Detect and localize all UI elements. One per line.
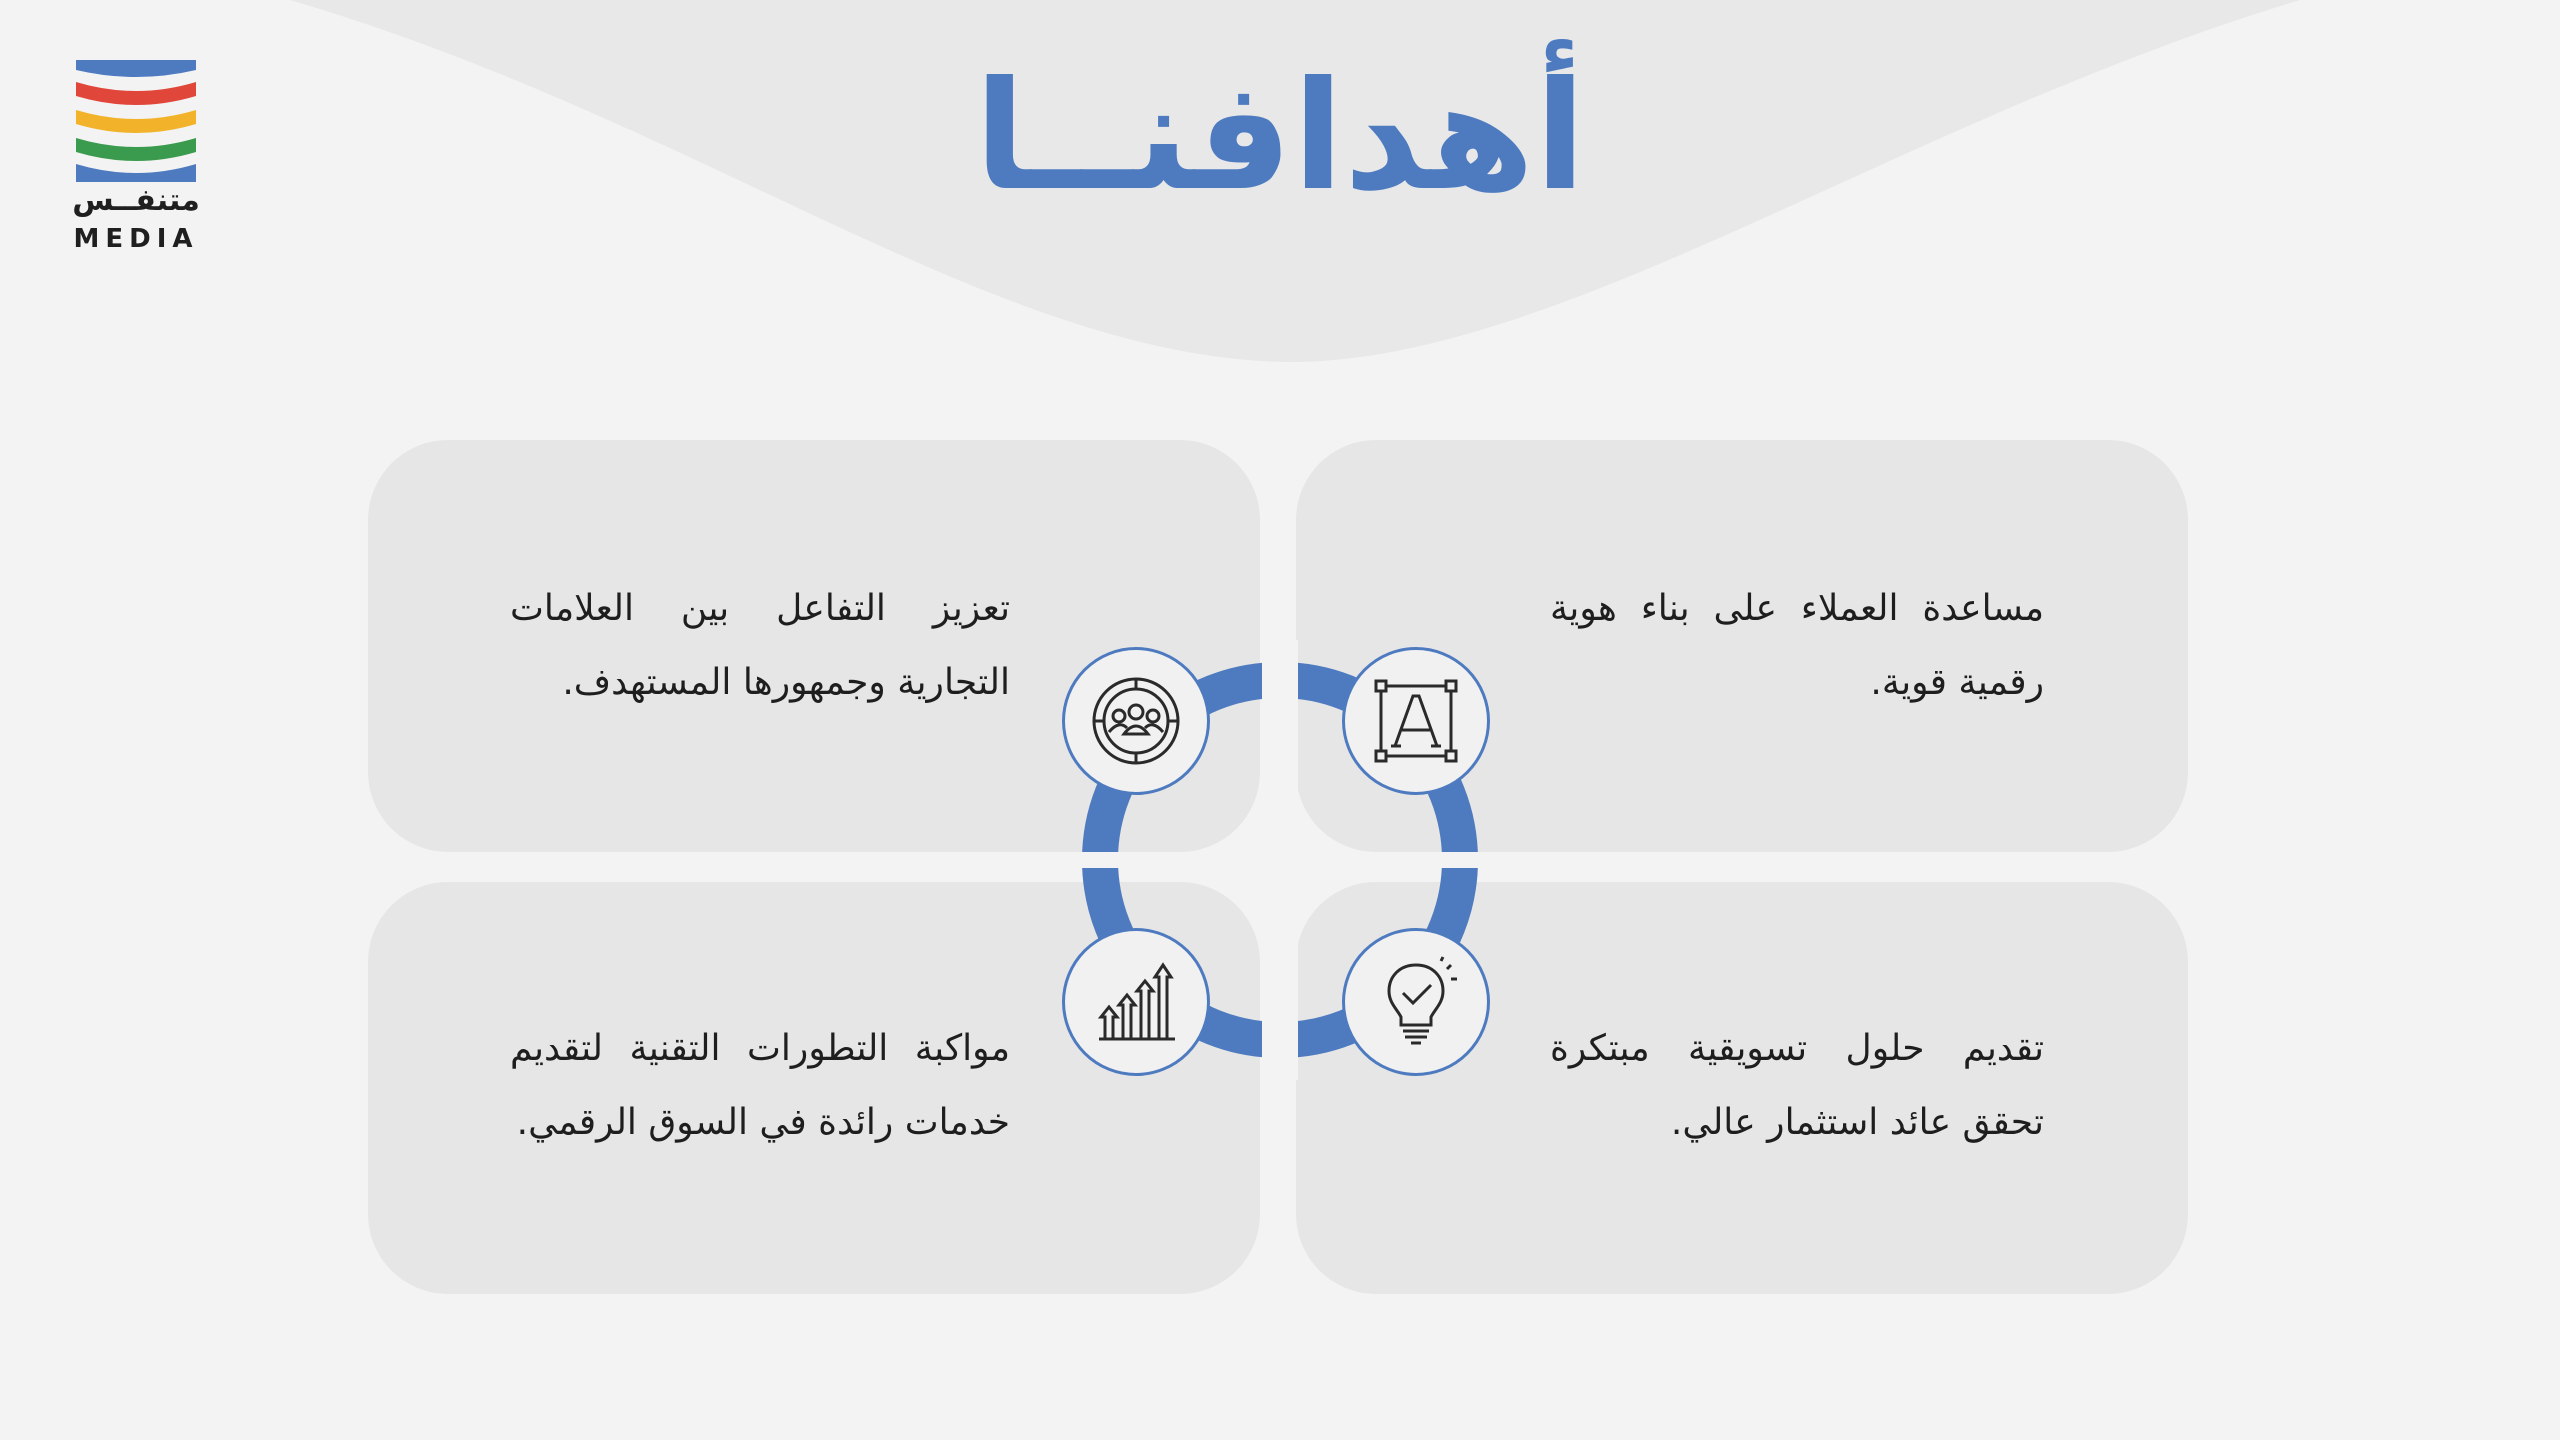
logo-english-text: MEDIA xyxy=(73,224,199,254)
growth-chart-icon xyxy=(1089,955,1183,1049)
icon-badge-marketing-solutions xyxy=(1342,928,1490,1076)
goal-text-marketing-solutions: تقديم حلول تسويقية مبتكرة تحقق عائد استثمار عالي. xyxy=(1550,1028,2044,1143)
page-title: أهدافنــا xyxy=(974,50,1586,224)
icon-badge-engagement xyxy=(1062,647,1210,795)
logo-arabic-text: متنفــس xyxy=(72,183,200,218)
brand-logo xyxy=(68,56,204,256)
audience-target-icon xyxy=(1089,674,1183,768)
icon-badge-tech-development xyxy=(1062,928,1210,1076)
icon-badge-brand-identity xyxy=(1342,647,1490,795)
typography-icon xyxy=(1369,674,1463,768)
goal-text-engagement: تعزيز التفاعل بين العلامات التجارية وجمهورها المستهدف. xyxy=(510,588,1010,703)
goal-text-brand-identity: مساعدة العملاء على بناء هوية رقمية قوية. xyxy=(1550,588,2044,703)
goal-text-tech-development: مواكبة التطورات التقنية لتقديم خدمات رائدة في السوق الرقمي. xyxy=(510,1028,1010,1143)
lightbulb-check-icon xyxy=(1369,955,1463,1049)
logo-stripes-icon xyxy=(72,56,200,186)
